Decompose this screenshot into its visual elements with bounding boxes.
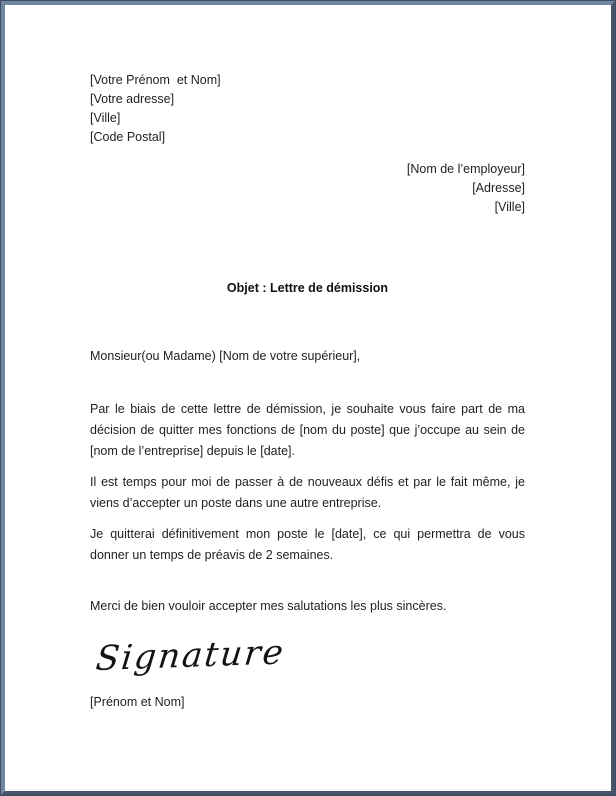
body-paragraph: Il est temps pour moi de passer à de nouveaux défis et par le fait même, je viens d’accepter un poste dans une autre entreprise. [90, 475, 525, 510]
letter-page [1, 1, 615, 795]
sender-address-block [90, 71, 525, 147]
handwritten-signature: Signature [93, 632, 287, 679]
sender-address-line: [Votre adresse] [90, 92, 175, 106]
recipient-address-line: [Adresse] [472, 181, 525, 195]
body-paragraph: Je quitterai définitivement mon poste le [date], ce qui permettra de vous donner un temps de préavis de 2 semaines. [90, 527, 525, 562]
signer-name-line: [Prénom et Nom] [90, 695, 185, 709]
closing-line: Merci de bien vouloir accepter mes salutations les plus sincères. [90, 599, 447, 613]
sender-city-line: [Ville] [90, 111, 121, 125]
body-paragraph: Par le biais de cette lettre de démission, je souhaite vous faire part de ma décision de quitter mes fonctions de [nom du poste] que j’occupe au sein de [nom de l’entreprise] depuis le [date]. [90, 402, 525, 458]
sender-name-line: [Votre Prénom et Nom] [90, 73, 221, 87]
recipient-city-line: [Ville] [494, 200, 525, 214]
salutation-line: Monsieur(ou Madame) [Nom de votre supérieur], [90, 349, 361, 363]
sender-postal-code-line: [Code Postal] [90, 130, 166, 144]
recipient-employer-line: [Nom de l’employeur] [406, 162, 525, 176]
recipient-address-block [90, 160, 525, 217]
subject-line: Objet : Lettre de démission [226, 281, 389, 295]
